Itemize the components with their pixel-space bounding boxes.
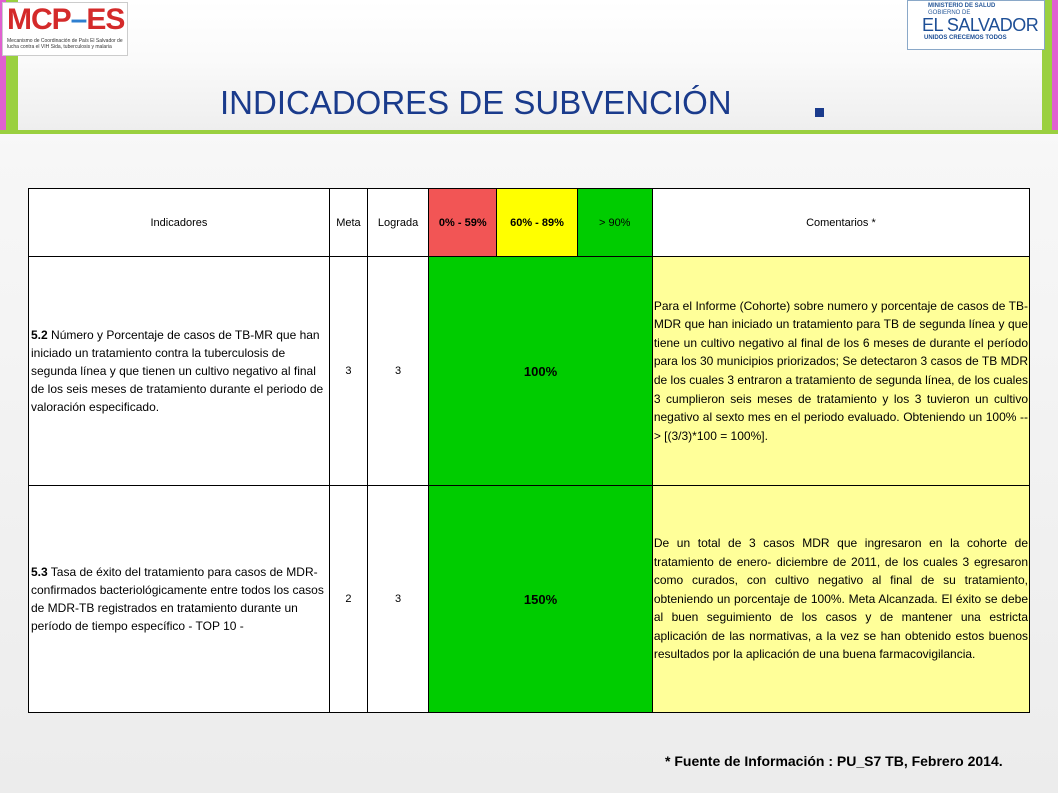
- page-title: INDICADORES DE SUBVENCIÓN: [220, 84, 732, 121]
- header-divider: [0, 130, 1058, 134]
- table-header-row: [29, 189, 1030, 257]
- indicator-text: Número y Porcentaje de casos de TB-MR que han iniciado un tratamiento contra la tuberculosis de segunda línea y que tienen un cultivo negativo al final de los seis meses de tratamiento durante el periodo de valoración especificado.: [31, 328, 324, 414]
- comment-text: De un total de 3 casos MDR que ingresaron en la cohorte de tratamiento de enero- diciembre de 2011, de los cuales 3 egresaron como curados, con cultivo negativo al final de su tratamiento, obteniendo un porcentaje de 100%. Meta Alcanzada. El éxito se debe al buen seguimiento de los casos y de mantener una estricta aplicación de las normativas, a la vez se han obtenido estos buenos resultados por la aplicación de una buena farmacovigilancia.: [652, 486, 1029, 713]
- mcp-es-wordmark: MCP–ES: [7, 3, 125, 36]
- header-meta: Meta: [329, 189, 367, 257]
- ministry-label: MINISTERIO DE SALUD: [928, 3, 996, 9]
- indicator-description: [29, 257, 330, 486]
- header-comentarios: Comentarios *: [652, 189, 1029, 257]
- table-row: [29, 257, 1030, 486]
- header-lograda: Lograda: [368, 189, 429, 257]
- source-footnote: * Fuente de Información : PU_S7 TB, Febrero 2014.: [665, 753, 1003, 769]
- indicators-table: [28, 188, 1030, 713]
- header-range-high: > 90%: [577, 189, 652, 257]
- achievement-percent: 100%: [429, 257, 653, 486]
- achievement-percent: 150%: [429, 486, 653, 713]
- meta-value: 2: [329, 486, 367, 713]
- header-range-low: 0% - 59%: [429, 189, 497, 257]
- header-indicadores: Indicadores: [29, 189, 330, 257]
- indicator-description: [29, 486, 330, 713]
- comment-text: Para el Informe (Cohorte) sobre numero y porcentaje de casos de TB-MDR que han iniciado un tratamiento para TB de segunda línea y que tiene un cultivo negativo al final de los 6 meses de durante el período para los 30 municipios priorizados; Se detectaron 3 casos de TB MDR de los cuales 3 entraron a tratamiento de segunda línea, de los cuales 3 cumplieron seis meses de tratamiento y los 3 tuvieron un cultivo negativo al sexto mes en el periodo evaluado. Obteniendo un 100% --> [(3/3)*100 = 100%].: [652, 257, 1029, 486]
- table-row: [29, 486, 1030, 713]
- indicator-text: Tasa de éxito del tratamiento para casos de MDR-confirmados bacteriológicamente entre todos los casos de MDR-TB registrados en tratamiento durante un período de tiempo específico - TOP 10 -: [31, 565, 324, 633]
- slide-header: [0, 0, 1058, 132]
- title-bullet: [815, 108, 824, 117]
- lograda-value: 3: [368, 486, 429, 713]
- indicator-code: 5.3: [31, 565, 48, 579]
- tagline-label: UNIDOS CRECEMOS TODOS: [924, 35, 1007, 41]
- header-range-mid: 60% - 89%: [497, 189, 577, 257]
- gobierno-label: GOBIERNO DE: [928, 10, 971, 16]
- country-label: EL SALVADOR: [922, 15, 1039, 35]
- mcp-es-subtitle: Mecanismo de Coordinación de País El Salvador de lucha contra el VIH Sida, tuberculosis y malaria: [7, 38, 123, 50]
- mcp-es-logo: [2, 2, 128, 56]
- meta-value: 3: [329, 257, 367, 486]
- lograda-value: 3: [368, 257, 429, 486]
- gobierno-el-salvador-logo: [907, 0, 1045, 50]
- indicator-code: 5.2: [31, 328, 48, 342]
